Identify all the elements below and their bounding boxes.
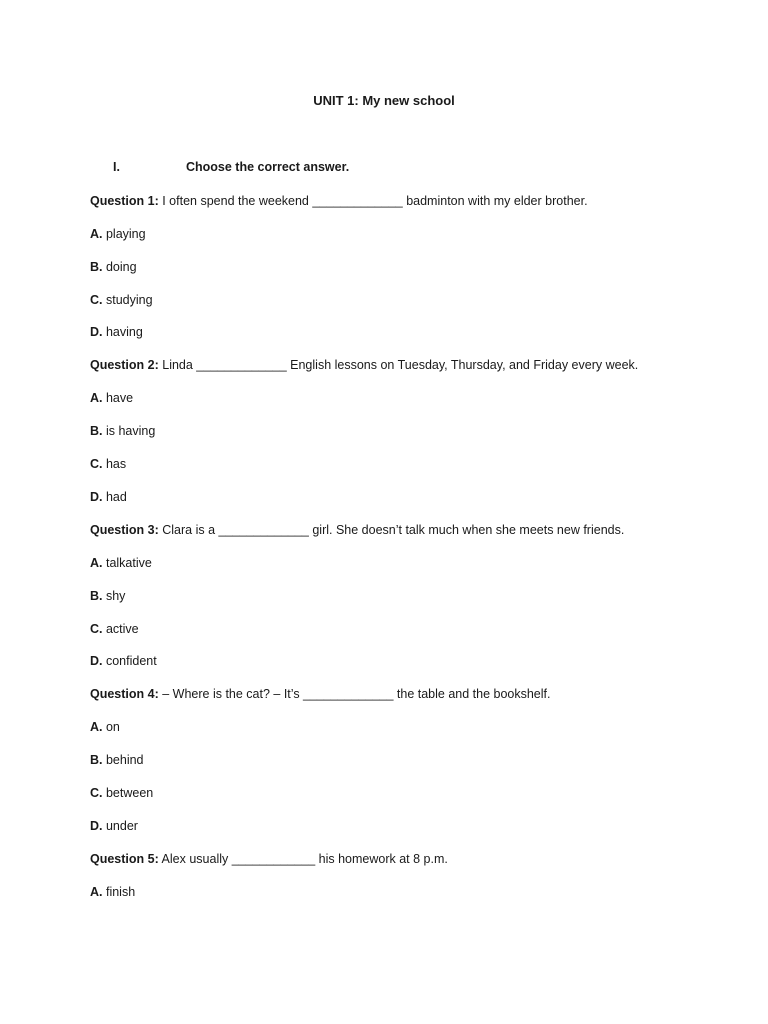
question-2 xyxy=(90,358,638,372)
option-letter: D. xyxy=(90,654,103,668)
question-text: I often spend the weekend _____________ badminton with my elder brother. xyxy=(158,194,588,208)
option-letter: A. xyxy=(90,720,103,734)
option-text: under xyxy=(102,819,138,833)
option-text: playing xyxy=(102,227,146,241)
option-text: has xyxy=(102,457,127,471)
question-4-option-b xyxy=(90,753,144,767)
question-1-option-a xyxy=(90,227,146,241)
option-letter: B. xyxy=(90,753,103,767)
question-1-option-d xyxy=(90,325,143,339)
question-5 xyxy=(90,852,448,866)
option-text: having xyxy=(102,325,143,339)
question-1 xyxy=(90,194,588,208)
question-4-option-c xyxy=(90,786,153,800)
option-text: confident xyxy=(102,654,157,668)
option-text: active xyxy=(102,622,139,636)
option-text: had xyxy=(102,490,127,504)
option-letter: C. xyxy=(90,457,103,471)
option-letter: B. xyxy=(90,424,103,438)
question-1-option-c xyxy=(90,293,153,307)
question-3-option-a xyxy=(90,556,152,570)
option-letter: C. xyxy=(90,293,103,307)
option-letter: D. xyxy=(90,490,103,504)
question-text: Linda _____________ English lessons on Tuesday, Thursday, and Friday every week. xyxy=(158,358,639,372)
question-text: Alex usually ____________ his homework at 8 p.m. xyxy=(158,852,448,866)
question-3-option-d xyxy=(90,654,157,668)
option-text: between xyxy=(102,786,154,800)
question-label: Question 5: xyxy=(90,852,159,866)
option-letter: D. xyxy=(90,325,103,339)
question-2-option-b xyxy=(90,424,155,438)
option-text: doing xyxy=(102,260,137,274)
page-title: UNIT 1: My new school xyxy=(313,93,455,108)
option-letter: A. xyxy=(90,391,103,405)
section-number: I. xyxy=(113,160,120,174)
question-5-option-a xyxy=(90,885,135,899)
option-text: have xyxy=(102,391,134,405)
question-3-option-b xyxy=(90,589,125,603)
option-letter: A. xyxy=(90,227,103,241)
question-1-option-b xyxy=(90,260,137,274)
option-text: studying xyxy=(102,293,153,307)
option-letter: D. xyxy=(90,819,103,833)
question-2-option-c xyxy=(90,457,126,471)
option-text: talkative xyxy=(102,556,152,570)
question-4 xyxy=(90,687,550,701)
option-letter: C. xyxy=(90,786,103,800)
option-text: shy xyxy=(102,589,126,603)
section-heading xyxy=(113,160,349,174)
question-label: Question 4: xyxy=(90,687,159,701)
option-letter: B. xyxy=(90,260,103,274)
option-text: finish xyxy=(102,885,136,899)
question-3 xyxy=(90,523,624,537)
option-letter: A. xyxy=(90,556,103,570)
option-text: is having xyxy=(102,424,156,438)
option-text: behind xyxy=(102,753,144,767)
question-2-option-d xyxy=(90,490,127,504)
question-4-option-a xyxy=(90,720,120,734)
question-text: – Where is the cat? – It’s _____________ the table and the bookshelf. xyxy=(158,687,551,701)
option-letter: A. xyxy=(90,885,103,899)
question-label: Question 2: xyxy=(90,358,159,372)
section-instruction: Choose the correct answer. xyxy=(186,160,350,174)
question-label: Question 3: xyxy=(90,523,159,537)
option-letter: C. xyxy=(90,622,103,636)
question-4-option-d xyxy=(90,819,138,833)
option-text: on xyxy=(102,720,120,734)
option-letter: B. xyxy=(90,589,103,603)
question-label: Question 1: xyxy=(90,194,159,208)
question-2-option-a xyxy=(90,391,133,405)
question-text: Clara is a _____________ girl. She doesn’t talk much when she meets new friends. xyxy=(158,523,625,537)
question-3-option-c xyxy=(90,622,139,636)
